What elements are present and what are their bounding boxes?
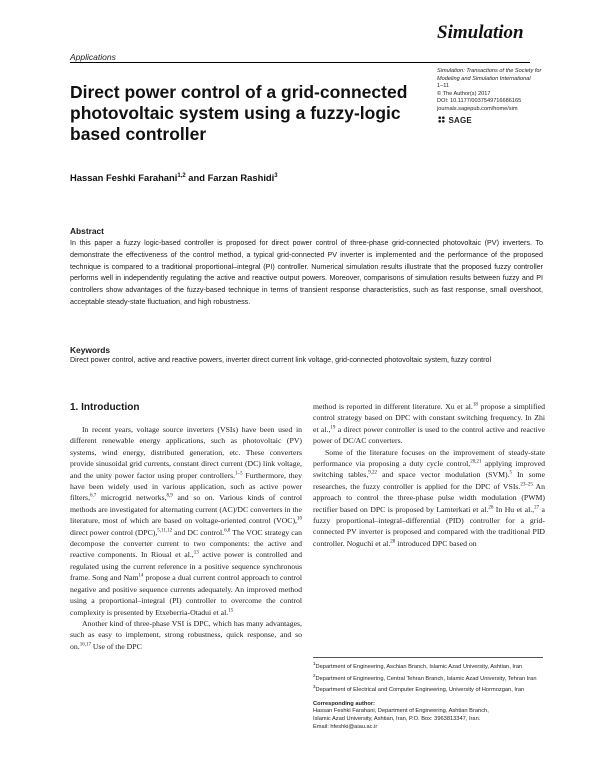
author-affiliation-mark: 3 bbox=[274, 172, 278, 179]
citation-ref[interactable]: 5,11,12 bbox=[157, 528, 173, 534]
text-run: and so on. Various kinds of control methods are investigated for alternating current (AC)/DC converters in the literature, most of which are based on voltage-oriented control (VOC), bbox=[70, 493, 302, 526]
journal-logo: Simulation bbox=[437, 22, 524, 43]
citation-ref[interactable]: 15 bbox=[228, 607, 234, 613]
meta-line: Simulation: Transactions of the Society for bbox=[437, 68, 542, 74]
paragraph bbox=[70, 424, 302, 618]
text-run: applying improved switching tables, bbox=[313, 459, 546, 480]
affiliation bbox=[313, 683, 545, 695]
citation-ref[interactable]: 28 bbox=[390, 539, 396, 545]
section-label: Applications bbox=[70, 52, 116, 62]
corresponding-author-line: Islamic Azad University, Ashtian, Iran, P.O. Box: 3963813347, Iran. bbox=[313, 716, 481, 723]
keywords-text: Direct power control, active and reactive powers, inverter direct current link voltage, grid-connected photovoltaic system, fuzzy control bbox=[70, 356, 492, 364]
meta-copyright: © The Author(s) 2017 bbox=[437, 90, 491, 97]
header-rule bbox=[70, 62, 530, 63]
paragraph bbox=[313, 401, 545, 447]
citation-ref[interactable]: 18 bbox=[472, 402, 478, 408]
text-run: a direct power controller is used to the control active and reactive power of DC/AC converters. bbox=[313, 424, 545, 446]
meta-pages: 1–11 bbox=[437, 83, 450, 90]
citation-ref[interactable]: 14 bbox=[138, 573, 144, 579]
author-affiliation-mark: 1,2 bbox=[177, 172, 186, 179]
citation-ref[interactable]: 10 bbox=[297, 516, 302, 522]
text-run: and DC control. bbox=[172, 527, 225, 537]
body-column-left bbox=[70, 424, 302, 652]
citation-ref[interactable]: 9,22 bbox=[368, 470, 378, 476]
affiliation bbox=[313, 660, 545, 672]
publisher-name: SAGE bbox=[448, 115, 472, 125]
text-run: Use of the DPC bbox=[90, 641, 142, 651]
publisher-logo bbox=[437, 115, 557, 125]
abstract-heading: Abstract bbox=[70, 226, 104, 236]
affiliation-text: Department of Engineering, Aschian Branch, Islamic Azad University, Ashtian, Iran bbox=[315, 663, 523, 670]
text-run: direct power control (DPC), bbox=[70, 527, 158, 537]
citation-ref[interactable]: 5 bbox=[509, 470, 512, 476]
footnote-rule bbox=[313, 657, 543, 658]
body-column-right bbox=[313, 401, 545, 549]
text-run: In Hu et al., bbox=[493, 504, 535, 514]
text-run: microgrid networks, bbox=[96, 493, 167, 503]
text-run: In recent years, voltage source inverters (VSIs) have been used in different renewable energy applications, such as photovoltaic (PV) systems, wind energy, distributed generation, etc. These converters provide sinusoidal grid currents, constant direct current (DC) link voltage, and the unity power factor using proper controllers. bbox=[70, 425, 302, 480]
text-run: Some of the literature focuses on the improvement of steady-state performance via proposing a duty cycle control, bbox=[313, 447, 545, 469]
text-run: active power is controlled and regulated using the current reference in a positive sequence synchronous frame. Song and Nam bbox=[70, 550, 302, 583]
author-name: Farzan Rashidi bbox=[207, 172, 275, 183]
affiliation bbox=[313, 672, 545, 684]
citation-ref[interactable]: 23–25 bbox=[520, 482, 533, 488]
paragraph bbox=[313, 447, 545, 550]
citation-ref[interactable]: 8,9 bbox=[166, 493, 173, 499]
meta-homepage-link[interactable]: journals.sagepub.com/home/sim bbox=[437, 105, 518, 112]
abstract-text: In this paper a fuzzy logic-based controller is proposed for direct power control of three-phase grid-connected photovoltaic (PV) inverters. To demonstrate the effectiveness of the control method, a typical grid-connected PV inverter is implemented and the performance of the proposed technique is compared to a traditional proportional–integral (PI) controller. Numerical simulation results illustrate that the proposed fuzzy controller performs well in independently regulating the active and reactive output powers. Moreover, comparisons of simulation results between fuzzy and PI controllers show advantages of the fuzzy-based technique in terms of transient response characteristics, such as fast response, small overshoot, acceptable steady-state fluctuation, and high robustness. bbox=[70, 239, 543, 306]
paper-title: Direct power control of a grid-connected photovoltaic system using a fuzzy-logic based controller bbox=[70, 82, 408, 144]
affiliation-mark: 1 bbox=[313, 661, 316, 666]
meta-doi[interactable]: DOI: 10.1177/0037549716686165 bbox=[437, 98, 522, 105]
journal-meta bbox=[437, 68, 557, 124]
text-run: In some researches, the fuzzy controller is applied for the DPC of VSIs. bbox=[313, 470, 545, 491]
text-run: and space vector modulation (SVM). bbox=[377, 470, 510, 480]
corresponding-author-line: Hassan Feshki Farahani, Department of Engineering, Ashtian Branch, bbox=[313, 708, 489, 715]
text-run: introduced DPC based on bbox=[395, 538, 477, 548]
meta-line: Modeling and Simulation International bbox=[437, 75, 531, 82]
corresponding-author-heading: Corresponding author: bbox=[313, 700, 375, 707]
text-run: Furthermore, they have been widely used in various application, such as active power filters, bbox=[70, 470, 302, 503]
affiliation-mark: 2 bbox=[313, 672, 316, 678]
affiliation-mark: 3 bbox=[313, 684, 316, 690]
affiliations-footnote bbox=[313, 660, 545, 732]
text-run: a fuzzy proportional–integral–differential (PID) controller for a grid-connected PV inverter is proposed and compared with the traditional PID controller. Noguchi et al. bbox=[313, 504, 545, 548]
corresponding-author-email[interactable]: Email: hfeshki@aiau.ac.ir bbox=[313, 723, 378, 730]
keywords-heading: Keywords bbox=[70, 345, 111, 355]
text-run: propose a simplified control strategy based on DPC with constant switching frequency. In Zhi et al., bbox=[313, 402, 545, 434]
author-name: Hassan Feshki Farahani bbox=[70, 172, 178, 183]
affiliation-text: Department of Engineering, Central Tehran Branch, Islamic Azad University, Tehran Iran bbox=[315, 675, 537, 682]
citation-ref[interactable]: 6,8 bbox=[224, 528, 231, 534]
text-run: propose a dual current control approach to control negative and positive sequence currents adequately. An improved method using a proportional–integral (PI) controller to overcome the control complexity is presented by Etxeberria-Otadui et al. bbox=[70, 573, 302, 617]
text-run: The VOC strategy can decompose the converter current to two components: the active and reactive components. In Rioual et al., bbox=[70, 527, 302, 560]
author-conjunction: and bbox=[185, 172, 208, 183]
paragraph bbox=[70, 618, 302, 652]
sage-logo-icon bbox=[437, 116, 448, 125]
citation-ref[interactable]: 16,17 bbox=[79, 642, 91, 648]
citation-ref[interactable]: 19 bbox=[330, 425, 336, 431]
text-run: method is reported in different literature. Xu et al. bbox=[313, 402, 473, 411]
affiliation-text: Department of Electrical and Computer Engineering, University of Hormozgan, Iran bbox=[315, 687, 525, 694]
text-run: An approach to control the three-phase pulse width modulation (PWM) rectifier based on DPC is proposed by Lamterkati et al. bbox=[313, 481, 546, 514]
section-heading-introduction: 1. Introduction bbox=[70, 402, 140, 413]
citation-ref[interactable]: 6,7 bbox=[90, 493, 97, 499]
author-line bbox=[70, 172, 278, 183]
citation-ref[interactable]: 1–5 bbox=[235, 471, 243, 477]
citation-ref[interactable]: 27 bbox=[534, 505, 540, 511]
text-run: Another kind of three-phase VSI is DPC, which has many advantages, such as easy to implement, strong robustness, quick response, and so on. bbox=[70, 618, 302, 651]
citation-ref[interactable]: 26 bbox=[488, 505, 494, 511]
citation-ref[interactable]: 20,21 bbox=[470, 459, 482, 465]
citation-ref[interactable]: 13 bbox=[193, 550, 199, 556]
